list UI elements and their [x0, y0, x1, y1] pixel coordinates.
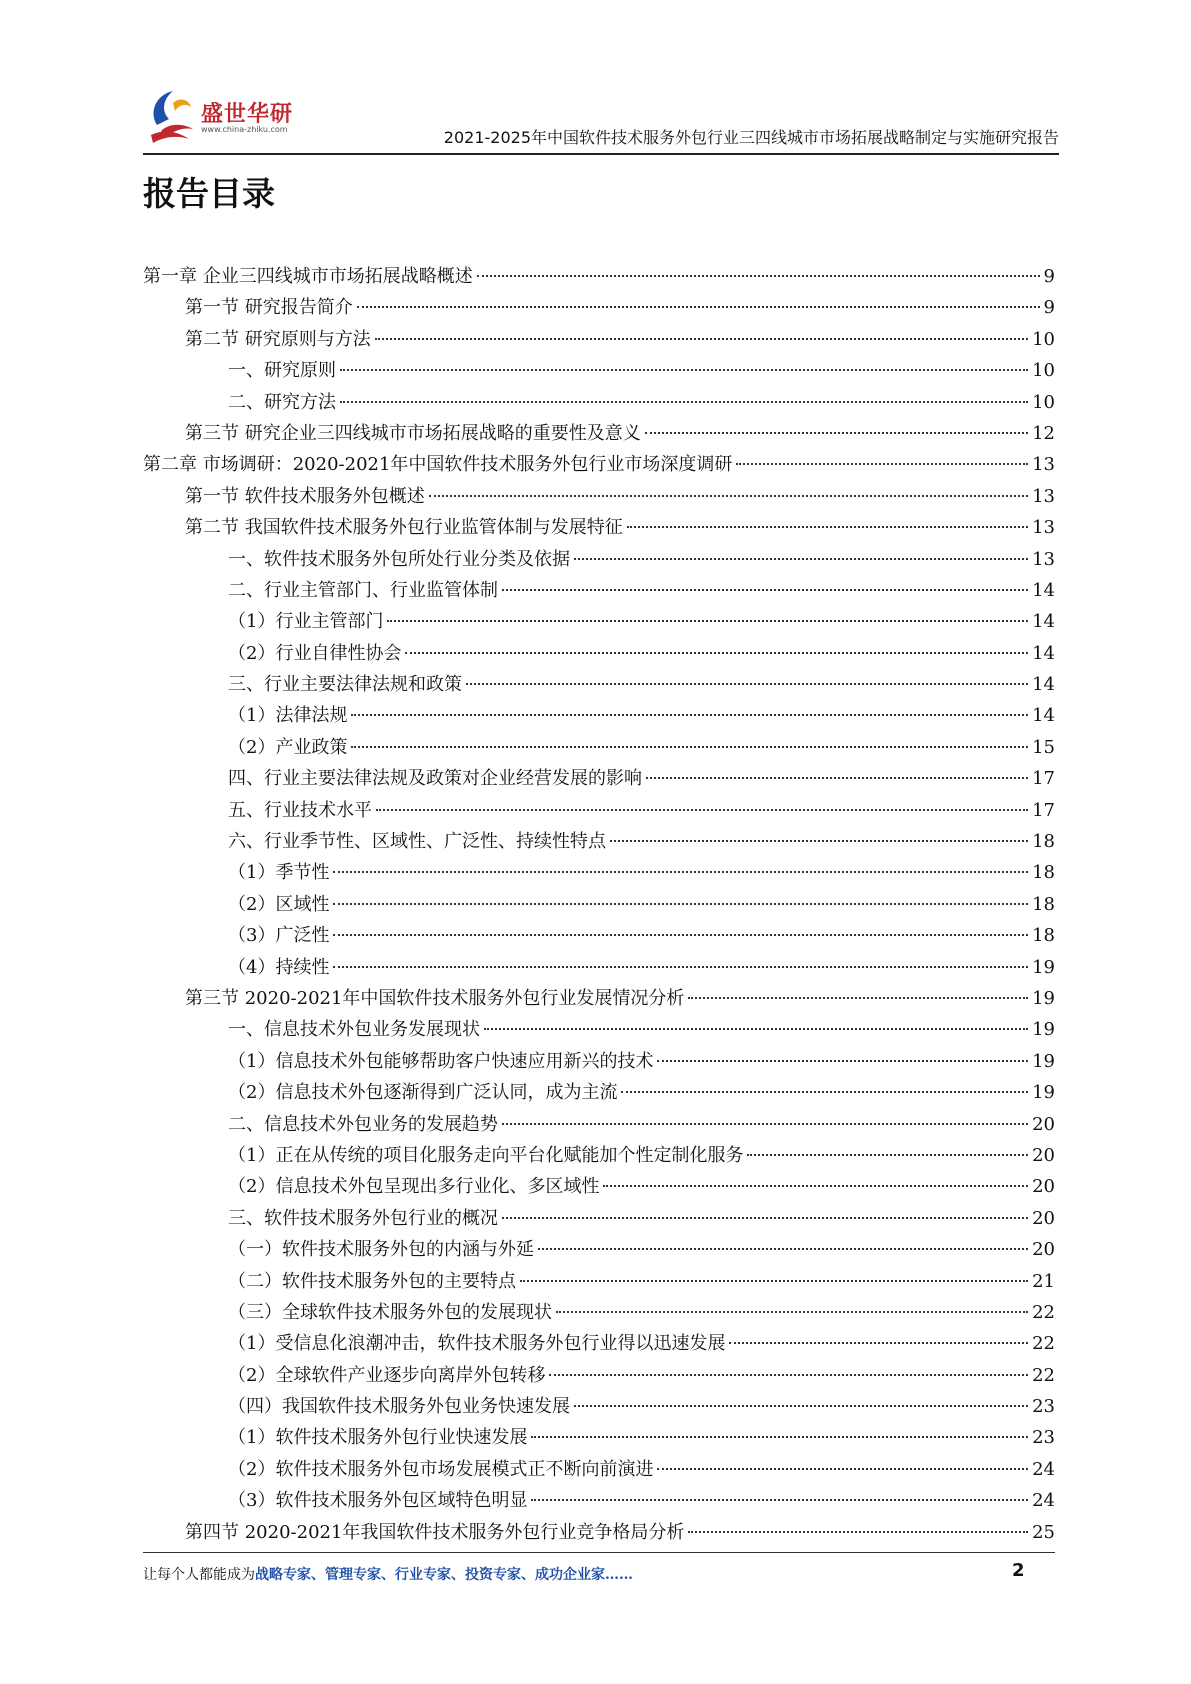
toc-entry[interactable]	[143, 1518, 1055, 1549]
toc-leader-dots	[340, 401, 1028, 403]
toc-entry-title: （一）软件技术服务外包的内涵与外延	[228, 1239, 534, 1261]
toc-leader-dots	[538, 1248, 1028, 1250]
toc-leader-dots	[429, 495, 1028, 497]
toc-entry[interactable]	[143, 513, 1055, 544]
toc-entry-page: 20	[1032, 1176, 1055, 1198]
toc-entry-title: 四、行业主要法律法规及政策对企业经营发展的影响	[228, 768, 642, 790]
toc-entry-title: 第二节 研究原则与方法	[185, 328, 371, 350]
toc-entry-title: （1）季节性	[228, 862, 330, 884]
toc-leader-dots	[556, 1311, 1028, 1313]
toc-entry-page: 22	[1032, 1301, 1055, 1323]
toc-leader-dots	[610, 840, 1028, 842]
toc-entry-title: 三、行业主要法律法规和政策	[228, 674, 462, 696]
toc-entry-page: 23	[1032, 1427, 1055, 1449]
toc-entry-page: 18	[1032, 862, 1055, 884]
toc-entry-page: 10	[1032, 328, 1055, 350]
toc-entry-page: 18	[1032, 893, 1055, 915]
logo-website: www.china-zhiku.com	[201, 125, 288, 134]
toc-entry[interactable]	[143, 1361, 1055, 1392]
toc-leader-dots	[574, 1405, 1028, 1407]
toc-entry[interactable]	[143, 1423, 1055, 1454]
toc-entry-title: 五、行业技术水平	[228, 799, 372, 821]
toc-entry-page: 17	[1032, 768, 1055, 790]
toc-leader-dots	[466, 683, 1028, 685]
toc-entry-title: 第一节 软件技术服务外包概述	[185, 485, 425, 507]
toc-leader-dots	[477, 275, 1040, 277]
toc-entry-title: 三、软件技术服务外包行业的概况	[228, 1207, 498, 1229]
toc-entry[interactable]	[143, 1204, 1055, 1235]
document-title: 2021-2025年中国软件技术服务外包行业三四线城市市场拓展战略制定与实施研究报告	[443, 128, 1059, 147]
toc-entry-page: 9	[1043, 266, 1055, 287]
toc-leader-dots	[357, 306, 1040, 308]
toc-entry[interactable]	[143, 890, 1055, 921]
toc-entry-page: 12	[1032, 422, 1055, 444]
toc-entry-title: 第四节 2020-2021年我国软件技术服务外包行业竞争格局分析	[185, 1521, 685, 1543]
toc-leader-dots	[376, 809, 1028, 811]
toc-entry-page: 20	[1032, 1207, 1055, 1229]
toc-entry[interactable]	[143, 388, 1055, 419]
footer-slogan	[143, 1564, 633, 1584]
toc-entry-page: 21	[1032, 1270, 1055, 1292]
toc-entry-page: 14	[1032, 705, 1055, 727]
toc-entry-title: （2）区域性	[228, 893, 330, 915]
toc-leader-dots	[531, 1436, 1028, 1438]
toc-entry[interactable]	[143, 419, 1055, 450]
page-header	[143, 85, 1059, 157]
toc-entry[interactable]	[143, 1235, 1055, 1266]
toc-leader-dots	[603, 1185, 1028, 1187]
toc-entry-page: 15	[1032, 736, 1055, 758]
toc-entry[interactable]	[143, 450, 1055, 481]
toc-leader-dots	[351, 746, 1028, 748]
footer-slogan-accent: 战略专家、管理专家、行业专家、投资专家、成功企业家……	[255, 1567, 633, 1583]
toc-leader-dots	[549, 1374, 1028, 1376]
toc-entry[interactable]	[143, 545, 1055, 576]
toc-entry-title: （1）受信息化浪潮冲击，软件技术服务外包行业得以迅速发展	[228, 1333, 726, 1355]
toc-entry[interactable]	[143, 827, 1055, 858]
toc-entry-page: 24	[1032, 1490, 1055, 1512]
toc-entry[interactable]	[143, 1392, 1055, 1423]
toc-entry-title: （1）行业主管部门	[228, 611, 384, 633]
toc-entry[interactable]	[143, 1455, 1055, 1486]
toc-leader-dots	[688, 997, 1028, 999]
toc-entry-title: （3）广泛性	[228, 925, 330, 947]
toc-entry-title: 二、信息技术外包业务的发展趋势	[228, 1113, 498, 1135]
toc-entry[interactable]	[143, 1486, 1055, 1517]
toc-entry[interactable]	[143, 733, 1055, 764]
toc-entry-title: 六、行业季节性、区域性、广泛性、持续性特点	[228, 831, 606, 853]
toc-entry[interactable]	[143, 1298, 1055, 1329]
toc-entry-page: 19	[1032, 1050, 1055, 1072]
toc-entry-title: （1）正在从传统的项目化服务走向平台化赋能加个性定制化服务	[228, 1144, 744, 1166]
toc-entry[interactable]	[143, 293, 1055, 324]
toc-entry[interactable]	[143, 764, 1055, 795]
toc-entry[interactable]	[143, 1110, 1055, 1141]
toc-entry-page: 14	[1032, 674, 1055, 696]
toc-entry-page: 13	[1032, 517, 1055, 539]
toc-entry-title: （2）软件技术服务外包市场发展模式正不断向前演进	[228, 1458, 654, 1480]
toc-entry-title: 第一节 研究报告简介	[185, 297, 353, 319]
toc-entry-title: （2）产业政策	[228, 736, 348, 758]
toc-entry-title: 第一章 企业三四线城市市场拓展战略概述	[143, 266, 473, 287]
toc-entry-title: 一、信息技术外包业务发展现状	[228, 1019, 480, 1041]
toc-leader-dots	[688, 1531, 1028, 1533]
toc-leader-dots	[736, 463, 1028, 465]
toc-leader-dots	[340, 369, 1028, 371]
toc-leader-dots	[387, 620, 1028, 622]
toc-entry-title: （3）软件技术服务外包区域特色明显	[228, 1490, 528, 1512]
toc-entry-page: 10	[1032, 360, 1055, 382]
toc-entry-page: 19	[1032, 956, 1055, 978]
toc-entry-page: 13	[1032, 548, 1055, 570]
toc-entry-title: （2）信息技术外包逐渐得到广泛认同，成为主流	[228, 1082, 618, 1104]
header-divider	[143, 153, 1059, 155]
company-logo	[143, 85, 313, 147]
toc-leader-dots	[627, 526, 1028, 528]
footer-divider	[143, 1552, 1055, 1553]
toc-leader-dots	[657, 1060, 1028, 1062]
toc-entry-page: 10	[1032, 391, 1055, 413]
toc-entry-page: 18	[1032, 831, 1055, 853]
toc-entry[interactable]	[143, 670, 1055, 701]
toc-entry[interactable]	[143, 796, 1055, 827]
toc-leader-dots	[405, 652, 1028, 654]
toc-entry-title: 一、研究原则	[228, 360, 336, 382]
toc-leader-dots	[375, 338, 1028, 340]
toc-leader-dots	[520, 1280, 1028, 1282]
toc-entry-title: （1）信息技术外包能够帮助客户快速应用新兴的技术	[228, 1050, 654, 1072]
toc-entry[interactable]	[143, 576, 1055, 607]
toc-entry-page: 19	[1032, 1082, 1055, 1104]
toc-leader-dots	[646, 777, 1028, 779]
toc-leader-dots	[351, 714, 1028, 716]
toc-entry-title: （2）行业自律性协会	[228, 642, 402, 664]
toc-entry-title: （2）全球软件产业逐步向离岸外包转移	[228, 1364, 546, 1386]
toc-entry-title: （1）软件技术服务外包行业快速发展	[228, 1427, 528, 1449]
toc-entry-title: 第三节 研究企业三四线城市市场拓展战略的重要性及意义	[185, 422, 641, 444]
toc-leader-dots	[484, 1028, 1028, 1030]
toc-entry-title: 二、研究方法	[228, 391, 336, 413]
toc-entry-title: （四）我国软件技术服务外包业务快速发展	[228, 1396, 570, 1418]
logo-mark-icon	[143, 85, 203, 147]
toc-leader-dots	[502, 1123, 1028, 1125]
toc-entry-page: 19	[1032, 987, 1055, 1009]
toc-entry-page: 14	[1032, 642, 1055, 664]
toc-entry-title: （4）持续性	[228, 956, 330, 978]
toc-entry-page: 20	[1032, 1113, 1055, 1135]
toc-entry-title: （1）法律法规	[228, 705, 348, 727]
toc-entry-page: 19	[1032, 1019, 1055, 1041]
toc-entry-page: 17	[1032, 799, 1055, 821]
toc-entry-page: 20	[1032, 1239, 1055, 1261]
logo-company-name: 盛世华研	[201, 102, 294, 127]
toc-entry[interactable]	[143, 858, 1055, 889]
toc-entry-page: 14	[1032, 611, 1055, 633]
toc-entry-page: 25	[1032, 1521, 1055, 1543]
toc-entry-page: 18	[1032, 925, 1055, 947]
toc-entry-page: 23	[1032, 1396, 1055, 1418]
footer-slogan-prefix: 让每个人都能成为	[143, 1567, 255, 1583]
toc-entry-title: 第二章 市场调研：2020-2021年中国软件技术服务外包行业市场深度调研	[143, 454, 733, 476]
toc-entry[interactable]	[143, 921, 1055, 952]
toc-entry-title: （二）软件技术服务外包的主要特点	[228, 1270, 516, 1292]
toc-entry[interactable]	[143, 1078, 1055, 1109]
toc-entry[interactable]	[143, 325, 1055, 356]
table-of-contents	[143, 262, 1055, 1549]
toc-entry[interactable]	[143, 639, 1055, 670]
toc-entry[interactable]	[143, 482, 1055, 513]
toc-entry-page: 22	[1032, 1364, 1055, 1386]
toc-leader-dots	[333, 934, 1028, 936]
toc-entry[interactable]	[143, 984, 1055, 1015]
toc-entry[interactable]	[143, 607, 1055, 638]
toc-entry[interactable]	[143, 1047, 1055, 1078]
toc-entry-page: 20	[1032, 1144, 1055, 1166]
toc-leader-dots	[333, 966, 1028, 968]
toc-leader-dots	[502, 589, 1028, 591]
toc-entry-title: 一、软件技术服务外包所处行业分类及依据	[228, 548, 570, 570]
toc-entry-title: （三）全球软件技术服务外包的发展现状	[228, 1301, 552, 1323]
toc-leader-dots	[574, 558, 1028, 560]
toc-entry[interactable]	[143, 356, 1055, 387]
toc-leader-dots	[657, 1468, 1028, 1470]
toc-entry[interactable]	[143, 1015, 1055, 1046]
toc-leader-dots	[645, 432, 1028, 434]
toc-entry[interactable]	[143, 262, 1055, 293]
toc-entry-page: 24	[1032, 1458, 1055, 1480]
toc-entry[interactable]	[143, 953, 1055, 984]
toc-leader-dots	[729, 1342, 1028, 1344]
toc-entry-page: 14	[1032, 579, 1055, 601]
toc-entry-title: 第三节 2020-2021年中国软件技术服务外包行业发展情况分析	[185, 987, 685, 1009]
toc-entry[interactable]	[143, 1172, 1055, 1203]
toc-entry[interactable]	[143, 701, 1055, 732]
toc-entry-title: 第二节 我国软件技术服务外包行业监管体制与发展特征	[185, 517, 623, 539]
toc-entry[interactable]	[143, 1141, 1055, 1172]
toc-leader-dots	[621, 1091, 1028, 1093]
toc-leader-dots	[502, 1217, 1028, 1219]
toc-leader-dots	[747, 1154, 1028, 1156]
toc-leader-dots	[531, 1499, 1028, 1501]
toc-entry-title: 二、行业主管部门、行业监管体制	[228, 579, 498, 601]
toc-entry[interactable]	[143, 1329, 1055, 1360]
toc-leader-dots	[333, 871, 1028, 873]
toc-entry-page: 22	[1032, 1333, 1055, 1355]
toc-entry-page: 9	[1043, 297, 1055, 319]
toc-entry-title: （2）信息技术外包呈现出多行业化、多区域性	[228, 1176, 600, 1198]
page-number: 2	[1012, 1560, 1025, 1581]
page-title: 报告目录	[143, 174, 275, 213]
toc-entry-page: 13	[1032, 485, 1055, 507]
toc-entry-page: 13	[1032, 454, 1055, 476]
toc-entry[interactable]	[143, 1267, 1055, 1298]
toc-leader-dots	[333, 903, 1028, 905]
